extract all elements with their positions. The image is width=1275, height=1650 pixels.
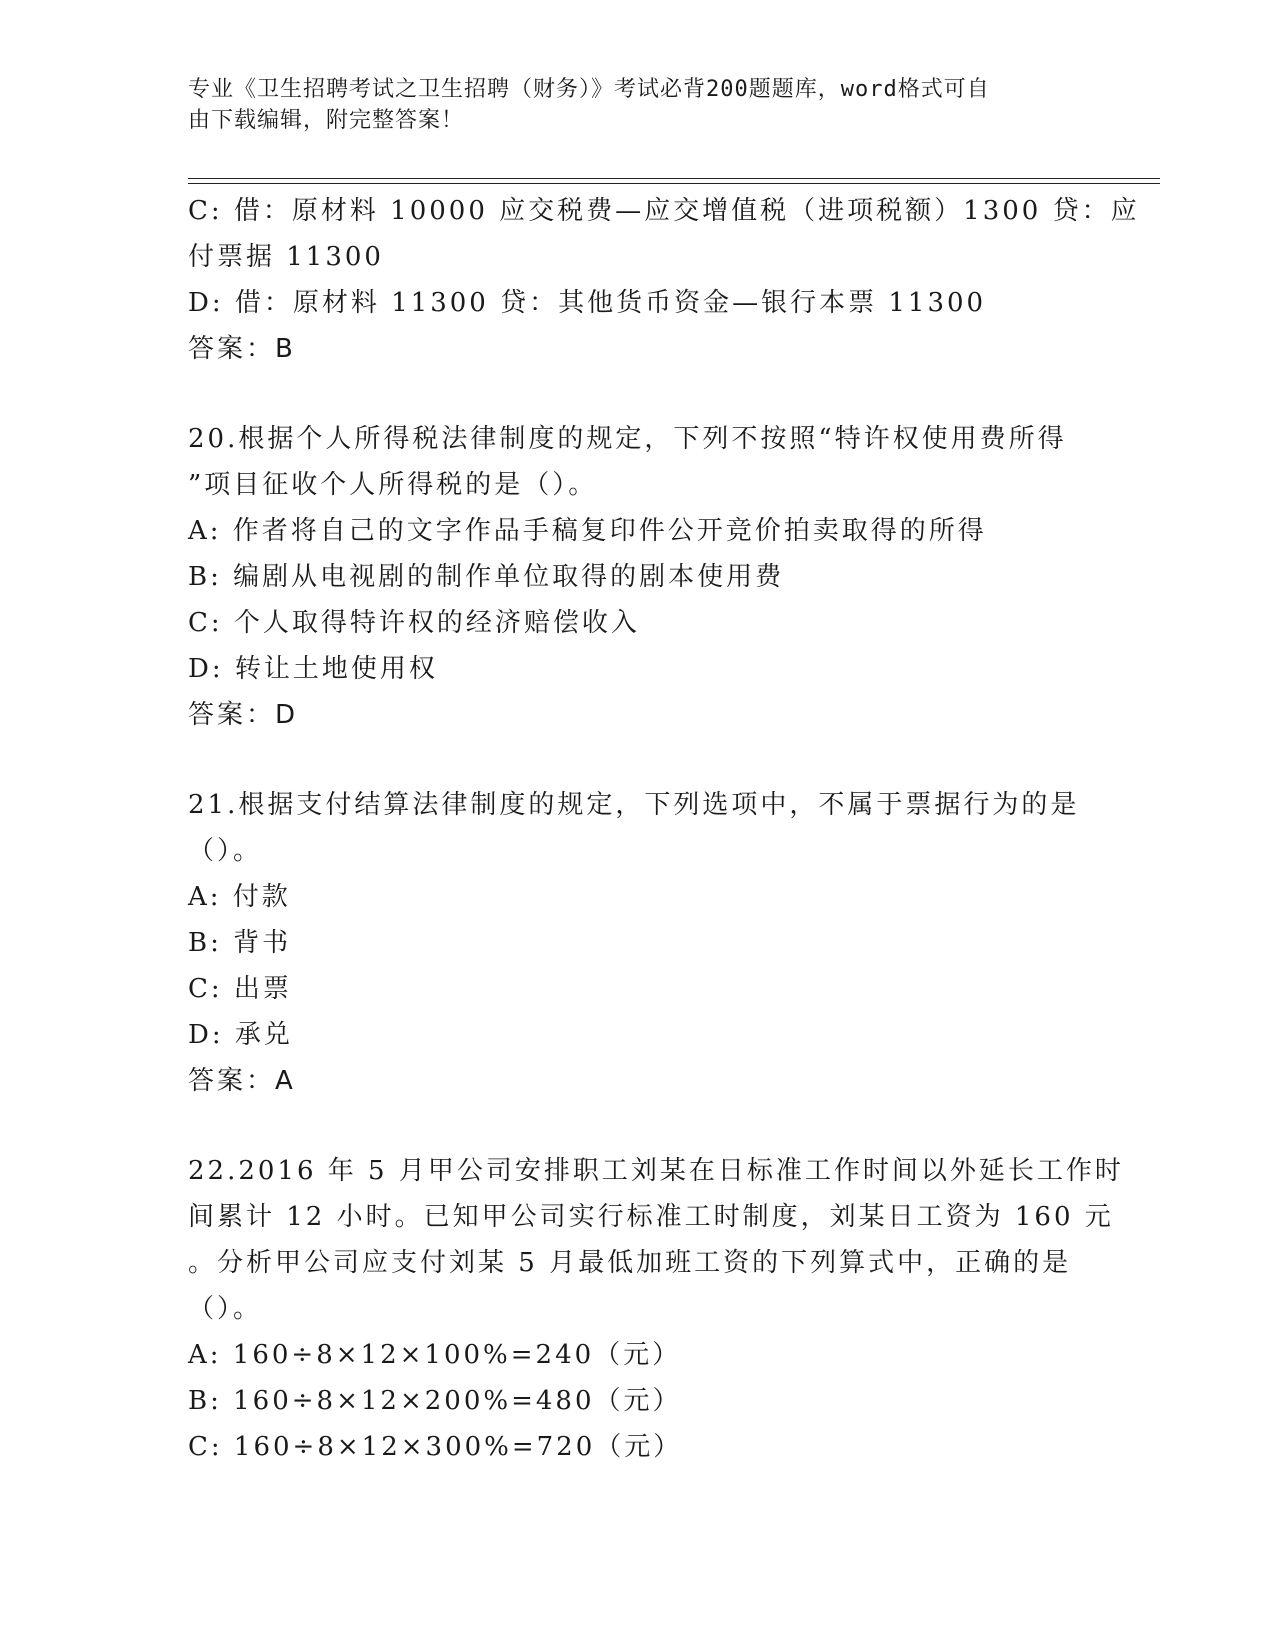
header-rule-bottom (188, 183, 1160, 184)
spacer (188, 1104, 1078, 1148)
option-d: D: 转让土地使用权 (188, 654, 438, 684)
header-rule-top (188, 178, 1160, 179)
option-b: B: 背书 (188, 928, 292, 958)
option-a: A: 作者将自己的文字作品手稿复印件公开竞价拍卖取得的所得 (188, 516, 987, 546)
question-22 (188, 1148, 1124, 1470)
question-19-tail (188, 188, 1140, 372)
spacer (188, 372, 1078, 416)
option-b: B: 编剧从电视剧的制作单位取得的剧本使用费 (188, 562, 785, 592)
option-a: A: 160÷8×12×100%=240（元） (188, 1340, 682, 1370)
question-stem-line-3: 。分析甲公司应支付刘某 5 月最低加班工资的下列算式中，正确的是 (188, 1248, 1072, 1278)
question-stem-line-4: （）。 (188, 1294, 263, 1324)
option-a: A: 付款 (188, 882, 291, 912)
option-b: B: 160÷8×12×200%=480（元） (188, 1386, 682, 1416)
header-line-2: 由下载编辑，附完整答案！ (188, 108, 465, 133)
answer: 答案：D (188, 700, 299, 730)
question-stem-line-2: ”项目征收个人所得税的是（）。 (188, 470, 598, 500)
question-stem-line-1: 22.2016 年 5 月甲公司安排职工刘某在日标准工作时间以外延长工作时 (188, 1156, 1124, 1186)
option-c: C: 出票 (188, 974, 292, 1004)
question-stem-line-1: 20.根据个人所得税法律制度的规定，下列不按照“特许权使用费所得 (188, 424, 1067, 454)
option-c-line-1: C: 借：原材料 10000 应交税费—应交增值税（进项税额）1300 贷：应 (188, 196, 1140, 226)
spacer (188, 738, 1078, 782)
option-c: C: 160÷8×12×300%=720（元） (188, 1432, 683, 1462)
option-c-line-2: 付票据 11300 (188, 242, 384, 272)
header-line-1: 专业《卫生招聘考试之卫生招聘（财务）》考试必背200题题库，word格式可自 (188, 77, 990, 102)
answer: 答案：A (188, 1066, 296, 1096)
document-header (188, 74, 1068, 136)
question-20 (188, 416, 1078, 738)
question-stem-line-2: 间累计 12 小时。已知甲公司实行标准工时制度，刘某日工资为 160 元 (188, 1202, 1114, 1232)
option-d: D: 借：原材料 11300 贷：其他货币资金—银行本票 11300 (188, 288, 987, 318)
option-c: C: 个人取得特许权的经济赔偿收入 (188, 608, 640, 638)
document-body (188, 188, 1140, 1470)
option-d: D: 承兑 (188, 1020, 293, 1050)
answer: 答案：B (188, 334, 296, 364)
question-stem-line-1: 21.根据支付结算法律制度的规定，下列选项中，不属于票据行为的是 (188, 790, 1080, 820)
question-stem-line-2: （）。 (188, 836, 263, 866)
question-21 (188, 782, 1078, 1104)
